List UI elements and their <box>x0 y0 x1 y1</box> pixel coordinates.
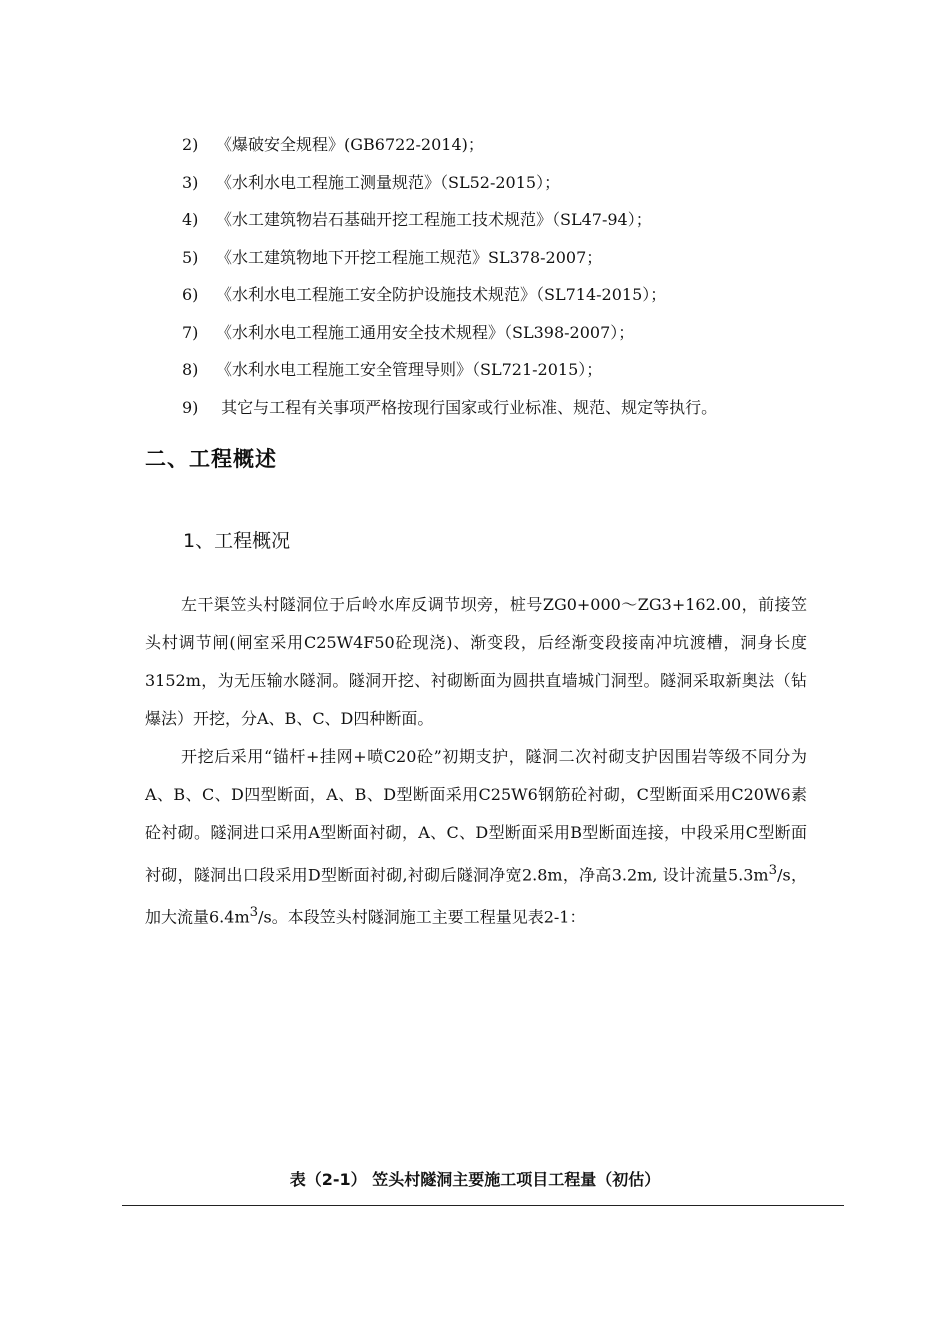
body-text <box>145 586 807 937</box>
reference-text: 《水利水电工程施工安全管理导则》（SL721-2015）； <box>216 360 603 379</box>
reference-number: 3) <box>182 172 199 192</box>
reference-list <box>182 126 822 426</box>
table-top-rule <box>122 1205 844 1206</box>
paragraph-overview: 左干渠笠头村隧洞位于后岭水库反调节坝旁，桩号ZG0+000～ZG3+162.00，前接笠头村调节闸(闸室采用C25W4F50砼现浇)、渐变段，后经渐变段接南冲坑渡槽，洞身长度3152m，为无压输水隧洞。隧洞开挖、衬砌断面为圆拱直墙城门洞型。隧洞采取新奥法（钻爆法）开挖，分A、B、C、D四种断面。 <box>145 595 807 728</box>
reference-text: 《爆破安全规程》(GB6722-2014)； <box>216 135 484 154</box>
reference-number: 4) <box>182 210 199 229</box>
reference-number: 7) <box>182 322 199 342</box>
reference-text: 《水利水电工程施工通用安全技术规程》（SL398-2007）； <box>216 322 635 342</box>
superscript: 3 <box>768 863 778 878</box>
paragraph-support <box>145 738 807 937</box>
superscript: 3 <box>249 905 259 921</box>
reference-number: 9) <box>182 397 199 417</box>
reference-text: 《水工建筑物地下开挖工程施工规范》SL378-2007； <box>216 247 603 267</box>
reference-item <box>182 164 822 202</box>
subsection-heading: 1、工程概况 <box>183 530 291 552</box>
reference-number: 8) <box>182 360 199 379</box>
reference-text: 《水利水电工程施工测量规范》（SL52-2015）； <box>216 172 561 192</box>
reference-number: 5) <box>182 247 199 267</box>
reference-item <box>182 239 822 277</box>
reference-text: 《水利水电工程施工安全防护设施技术规范》（SL714-2015）； <box>216 285 667 304</box>
reference-item <box>182 201 822 239</box>
reference-item <box>182 389 822 427</box>
reference-number: 2) <box>182 135 199 154</box>
paragraph-support-part1: 开挖后采用“锚杆+挂网+喷C20砼”初期支护，隧洞二次衬砌支护因围岩等级不同分为A、B、C、D四型断面，A、B、D型断面采用C25W6钢筋砼衬砌，C型断面采用C20W6素砼衬砌。隧洞进口采用A型断面衬砌，A、C、D型断面采用B型断面连接，中段采用C型断面衬砌，隧洞出口段采用D型断面衬砌,衬砌后隧洞净宽2.8m，净高3.2m, 设计流量5.3m <box>145 747 807 885</box>
reference-text: 其它与工程有关事项严格按现行国家或行业标准、规范、规定等执行。 <box>216 397 718 417</box>
reference-item <box>182 351 822 389</box>
section-heading: 二、工程概述 <box>145 447 277 471</box>
paragraph-support-part2: /s，加大流量6.4m <box>145 865 807 927</box>
table-caption: 表（2-1） 笠头村隧洞主要施工项目工程量（初估） <box>289 1170 661 1189</box>
paragraph-support-part3: /s。本段笠头村隧洞施工主要工程量见表2-1： <box>258 907 586 927</box>
reference-number: 6) <box>182 285 199 304</box>
reference-text: 《水工建筑物岩石基础开挖工程施工技术规范》（SL47-94）； <box>216 210 652 229</box>
reference-item <box>182 314 822 352</box>
reference-item <box>182 126 822 164</box>
reference-item <box>182 276 822 314</box>
